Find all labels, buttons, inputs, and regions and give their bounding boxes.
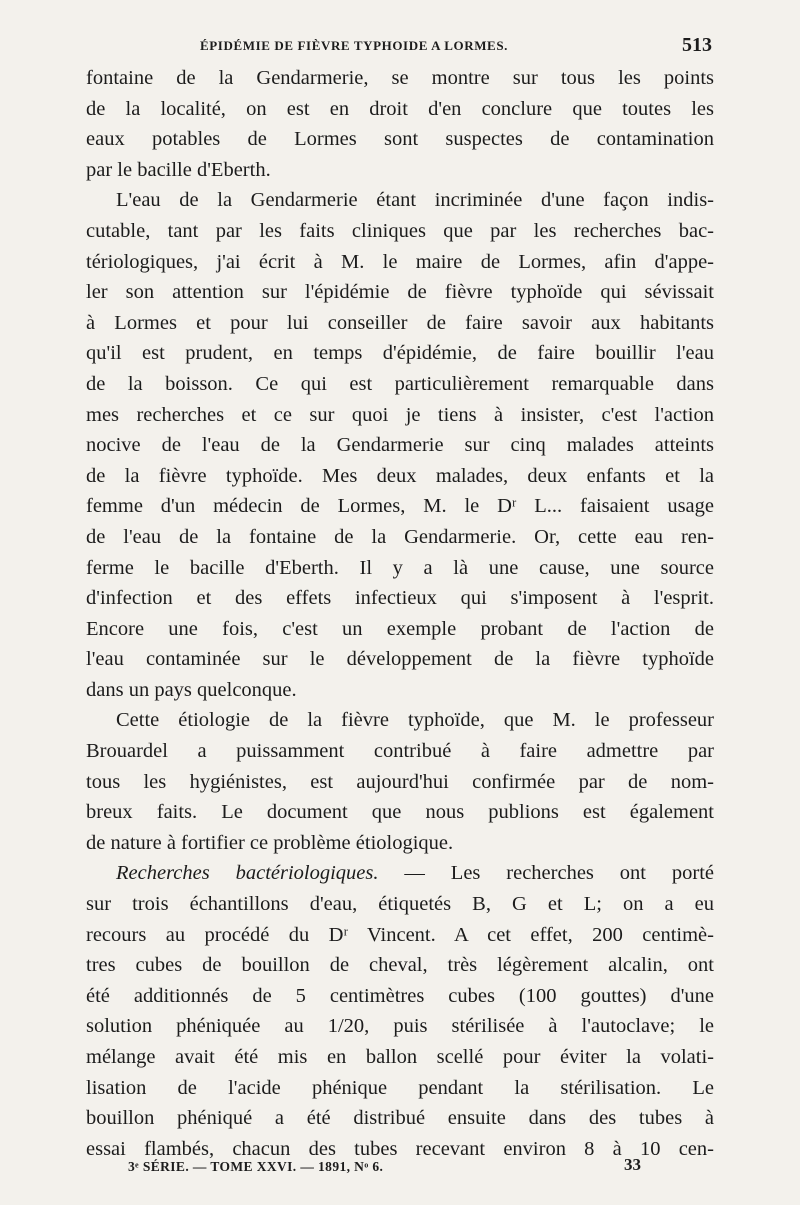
text-line: tériologiques, j'ai écrit à M. le maire de Lormes, afin d'appe- bbox=[86, 250, 714, 273]
text-line: recours au procédé du Dʳ Vincent. A cet effet, 200 centimè- bbox=[86, 923, 714, 946]
text-line-rest: — Les recherches ont porté bbox=[404, 862, 714, 885]
text-line: sur trois échantillons d'eau, étiquetés B, G et L; on a eu bbox=[86, 893, 714, 916]
text-line: mélange avait été mis en ballon scellé pour éviter la volati- bbox=[86, 1046, 714, 1068]
text-line: Brouardel a puissamment contribué à faire admettre par bbox=[86, 740, 714, 763]
text-line: de la fièvre typhoïde. Mes deux malades, deux enfants et la bbox=[86, 464, 714, 487]
text-line: dans un pays quelconque. bbox=[86, 678, 297, 701]
text-line: bouillon phéniqué a été distribué ensuite dans des tubes à bbox=[86, 1107, 714, 1130]
text-line: par le bacille d'Eberth. bbox=[86, 158, 271, 181]
text-line: Cette étiologie de la fièvre typhoïde, que M. le professeur bbox=[116, 709, 714, 732]
text-line: de l'eau de la fontaine de la Gendarmerie. Or, cette eau ren- bbox=[86, 525, 714, 548]
text-line: de la localité, on est en droit d'en conclure que toutes les bbox=[86, 97, 714, 120]
text-line: L'eau de la Gendarmerie étant incriminée d'une façon indis- bbox=[116, 189, 714, 212]
text-line: été additionnés de 5 centimètres cubes (100 gouttes) d'une bbox=[86, 984, 714, 1007]
text-line: ler son attention sur l'épidémie de fièvre typhoïde qui sévissait bbox=[86, 281, 714, 304]
text-line: de nature à fortifier ce problème étiologique. bbox=[86, 831, 454, 854]
italic-lead: Recherches bactériologiques. bbox=[116, 862, 379, 885]
text-line: ferme le bacille d'Eberth. Il y a là une cause, une source bbox=[86, 556, 714, 579]
text-line: breux faits. Le document que nous publions est également bbox=[86, 801, 714, 824]
text-line: solution phéniquée au 1/20, puis stérilisée à l'autoclave; le bbox=[86, 1015, 714, 1038]
text-line: essai flambés, chacun des tubes recevant environ 8 à 10 cen- bbox=[86, 1137, 714, 1160]
text-line: nocive de l'eau de la Gendarmerie sur cinq malades atteints bbox=[86, 434, 714, 457]
text-line: fontaine de la Gendarmerie, se montre sur tous les points bbox=[86, 67, 714, 89]
page-number: 513 bbox=[682, 34, 712, 56]
page-header bbox=[86, 34, 712, 60]
text-line: mes recherches et ce sur quoi je tiens à insister, c'est l'action bbox=[86, 403, 714, 426]
text-line: de la boisson. Ce qui est particulièrement remarquable dans bbox=[86, 372, 714, 395]
running-head: ÉPIDÉMIE DE FIÈVRE TYPHOIDE A LORMES. bbox=[200, 38, 509, 53]
text-line: tous les hygiénistes, est aujourd'hui confirmée par de nom- bbox=[86, 770, 714, 793]
text-line: Encore une fois, c'est un exemple probant de l'action de bbox=[86, 617, 714, 640]
text-line: qu'il est prudent, en temps d'épidémie, de faire bouillir l'eau bbox=[86, 342, 714, 365]
text-line: d'infection et des effets infectieux qui s'imposent à l'esprit. bbox=[86, 587, 714, 610]
signature-mark: 33 bbox=[624, 1155, 641, 1174]
text-line: l'eau contaminée sur le développement de la fièvre typhoïde bbox=[86, 648, 714, 671]
text-line: à Lormes et pour lui conseiller de faire savoir aux habitants bbox=[86, 311, 714, 334]
page-footer bbox=[128, 1155, 714, 1179]
text-line: eaux potables de Lormes sont suspectes de contamination bbox=[86, 128, 714, 151]
text-line: tres cubes de bouillon de cheval, très légèrement alcalin, ont bbox=[86, 954, 714, 977]
text-line-with-italic-lead bbox=[86, 858, 714, 889]
signature-line: 3ᵉ SÉRIE. — TOME XXVI. — 1891, Nᵒ 6. bbox=[128, 1159, 384, 1174]
text-line: cutable, tant par les faits cliniques que par les recherches bac- bbox=[86, 219, 714, 242]
text-line: femme d'un médecin de Lormes, M. le Dʳ L... faisaient usage bbox=[86, 495, 714, 518]
text-line: lisation de l'acide phénique pendant la stérilisation. Le bbox=[86, 1076, 714, 1099]
body-text bbox=[86, 63, 714, 1164]
